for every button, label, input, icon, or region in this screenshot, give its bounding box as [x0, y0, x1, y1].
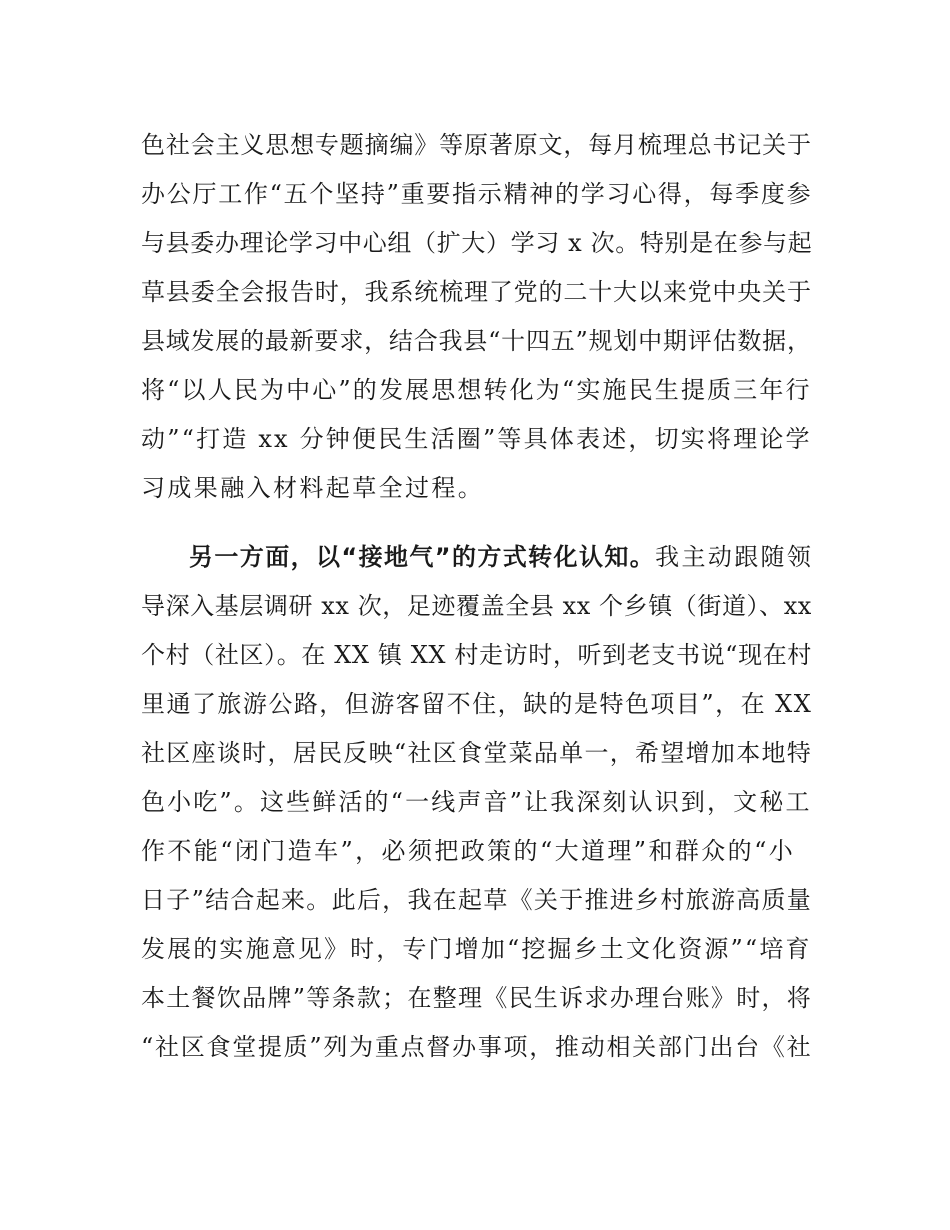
paragraph-lead-rest: 我主动跟随领 — [655, 543, 814, 571]
paragraph-line: 个村（社区）。在 XX 镇 XX 村走访时，听到老支书说“现在村 — [141, 641, 812, 669]
paragraph-line: 动”“打造 xx 分钟便民生活圈”等具体表述，切实将理论学 — [141, 425, 812, 453]
paragraph-line: 导深入基层调研 xx 次，足迹覆盖全县 xx 个乡镇（街道）、xx — [141, 592, 812, 620]
paragraph-lead-heading: 另一方面，以“接地气”的方式转化认知。 — [189, 543, 656, 571]
paragraph-line: “社区食堂提质”列为重点督办事项，推动相关部门出台《社 — [141, 1033, 813, 1061]
paragraph-line: 与县委办理论学习中心组（扩大）学习 x 次。特别是在参与起 — [141, 229, 813, 257]
paragraph-line: 里通了旅游公路，但游客留不住，缺的是特色项目”，在 XX — [141, 690, 813, 718]
paragraph-line: 本土餐饮品牌”等条款；在整理《民生诉求办理台账》时，将 — [141, 984, 813, 1012]
paragraph-line: 色小吃”。这些鲜活的“一线声音”让我深刻认识到，文秘工 — [141, 788, 812, 816]
paragraph-line: 发展的实施意见》时，专门增加“挖掘乡土文化资源”“培育 — [141, 935, 812, 963]
paragraph-line: 日子”结合起来。此后，我在起草《关于推进乡村旅游高质量 — [141, 886, 813, 914]
paragraph-line: 将“以人民为中心”的发展思想转化为“实施民生提质三年行 — [141, 376, 812, 404]
paragraph-line: 色社会主义思想专题摘编》等原著原文，每月梳理总书记关于 — [141, 131, 812, 159]
paragraph-line: 草县委全会报告时，我系统梳理了党的二十大以来党中央关于 — [141, 278, 812, 306]
paragraph-line: 作不能“闭门造车”，必须把政策的“大道理”和群众的“小 — [141, 837, 796, 865]
paragraph-first-line — [189, 537, 813, 577]
paragraph-line: 社区座谈时，居民反映“社区食堂菜品单一，希望增加本地特 — [141, 739, 813, 767]
paragraph-line: 习成果融入材料起草全过程。 — [141, 474, 485, 502]
paragraph-line: 办公厅工作“五个坚持”重要指示精神的学习心得，每季度参 — [141, 180, 813, 208]
paragraph-line: 县域发展的最新要求，结合我县“十四五”规划中期评估数据， — [141, 327, 812, 355]
